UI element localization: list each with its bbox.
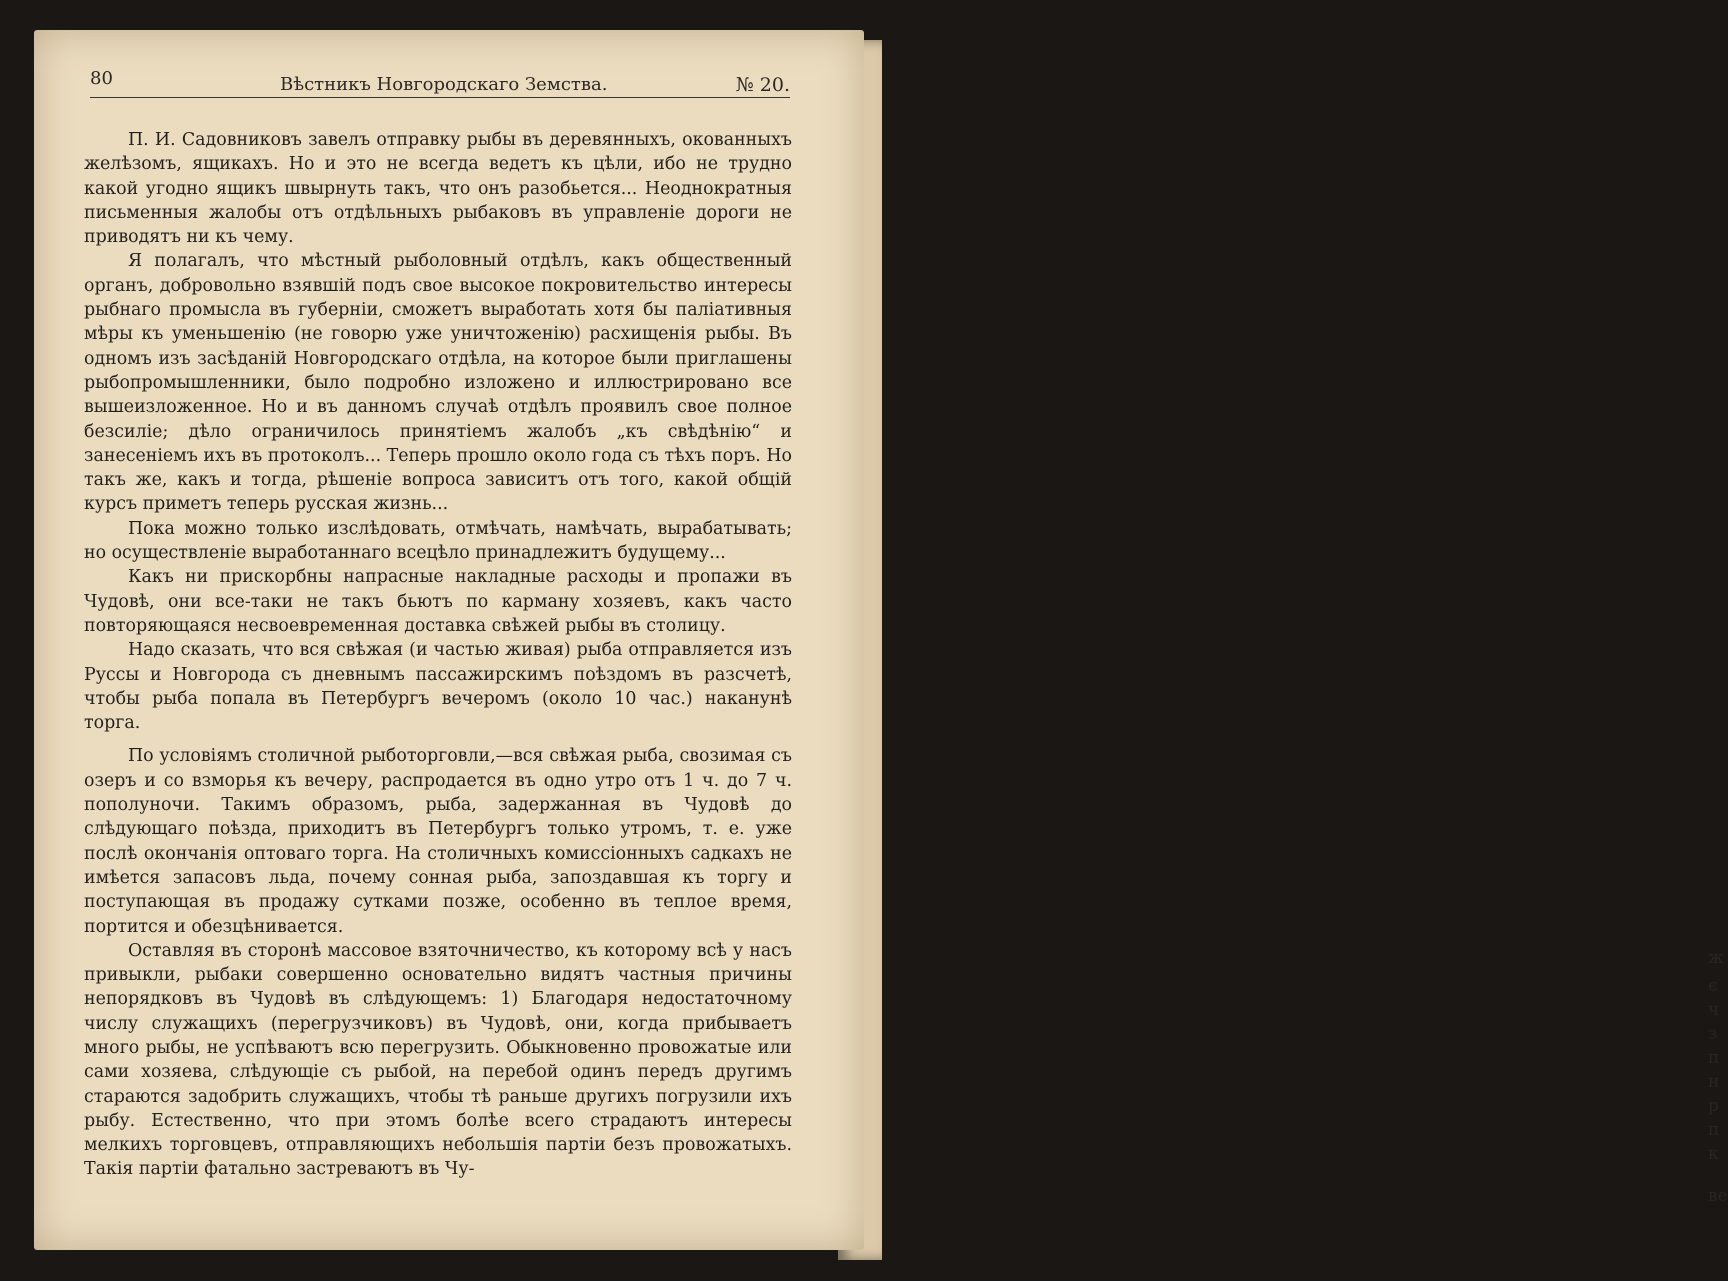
journal-title: Вѣстникъ Новгородскаго Земства.	[280, 74, 608, 95]
edge-letter: п	[1708, 1048, 1720, 1068]
paragraph: Какъ ни прискорбны напрасные накладные расходы и пропажи въ Чудовѣ, они все-таки не такъ бьютъ по карману хозяевъ, какъ часто повторяющаяся несвоевременная доставка свѣжей рыбы въ столицу.	[84, 567, 792, 636]
edge-letter: є	[1708, 976, 1718, 996]
edge-letter: з	[1708, 1024, 1718, 1044]
paragraph: Оставляя въ сторонѣ массовое взяточничество, къ которому всѣ у насъ привыкли, рыбаки совершенно основательно видятъ частныя причины непорядковъ въ Чудовѣ въ слѣдующемъ: 1) Благодаря недостаточному числу служащихъ (перегрузчиковъ) въ Чудовѣ, они, когда прибываетъ много рыбы, не успѣваютъ всю перегрузить. Обыкновенно провожатые или сами хозяева, слѣдующіе съ рыбой, на перебой одинъ передъ другимъ стараются задобрить служащихъ, чтобы тѣ раньше другихъ погрузили ихъ рыбу. Естественно, что при этомъ болѣе всего страдаютъ интересы мелкихъ торговцевъ, отправляющихъ небольшія партіи безъ провожатыхъ. Такія партіи фатально застреваютъ въ Чу-	[84, 940, 792, 1180]
edge-letter: к	[1708, 1144, 1719, 1164]
paragraph: Я полагалъ, что мѣстный рыболовный отдѣлъ, какъ общественный органъ, добровольно взявшій подъ свое высокое покровительство интересы рыбнаго промысла въ губерніи, сможетъ выработать хотя бы паліативныя мѣры къ уменьшенію (не говорю уже уничтоженію) расхищенія рыбы. Въ одномъ изъ засѣданій Новгородскаго отдѣла, на которое были приглашены рыбопромышленники, было подробно изложено и иллюстрировано все вышеизложенное. Но и въ данномъ случаѣ отдѣлъ проявилъ свое полное безсиліе; дѣло ограничилось принятіемъ жалобъ „къ свѣдѣнію“ и занесеніемъ ихъ въ протоколъ... Теперь прошло около года съ тѣхъ поръ. Но такъ же, какъ и тогда, рѣшеніе вопроса зависитъ отъ того, какой общій курсъ приметъ теперь русская жизнь...	[84, 251, 792, 515]
paragraph: П. И. Садовниковъ завелъ отправку рыбы въ деревянныхъ, окованныхъ желѣзомъ, ящикахъ. Но и это не всегда ведетъ къ цѣли, ибо не трудно какой угодно ящикъ швырнуть такъ, что онъ разобьется... Неоднократныя письменныя жалобы отъ отдѣльныхъ рыбаковъ въ управленіе дороги не приводятъ ни къ чему.	[84, 130, 792, 248]
page-number: 80	[90, 68, 113, 89]
running-header	[90, 68, 790, 98]
paragraph: Надо сказать, что вся свѣжая (и частью живая) рыба отправляется изъ Руссы и Новгорода съ дневнымъ пассажирскимъ поѣздомъ въ разсчетѣ, чтобы рыба попала въ Петербургъ вечеромъ (около 10 час.) наканунѣ торга.	[84, 640, 792, 734]
edge-letter: ч	[1708, 1000, 1720, 1020]
article-body	[84, 128, 792, 1182]
header-rule	[90, 97, 790, 98]
issue-number: № 20.	[735, 74, 790, 96]
edge-letter: ж	[1708, 948, 1724, 968]
edge-letter: н	[1708, 1072, 1720, 1092]
paragraph: Пока можно только изслѣдовать, отмѣчать, намѣчать, вырабатывать; но осуществленіе выработаннаго всецѣло принадлежитъ будущему...	[84, 518, 792, 564]
edge-letter: ве	[1708, 1186, 1728, 1206]
paragraph: По условіямъ столичной рыботорговли,—вся свѣжая рыба, свозимая съ озеръ и со взморья къ вечеру, распродается въ одно утро отъ 1 ч. до 7 ч. пополуночи. Такимъ образомъ, рыба, задержанная въ Чудовѣ до слѣдующаго поѣзда, приходитъ въ Петербургъ только утромъ, т. е. уже послѣ окончанія оптоваго торга. На столичныхъ комиссіонныхъ садкахъ не имѣется запасовъ льда, почему сонная рыба, запоздавшая къ торгу и поступающая въ продажу сутками позже, особенно въ теплое время, портится и обезцѣнивается.	[84, 746, 792, 937]
edge-letter: р	[1708, 1096, 1719, 1116]
edge-letter: п	[1708, 1120, 1720, 1140]
